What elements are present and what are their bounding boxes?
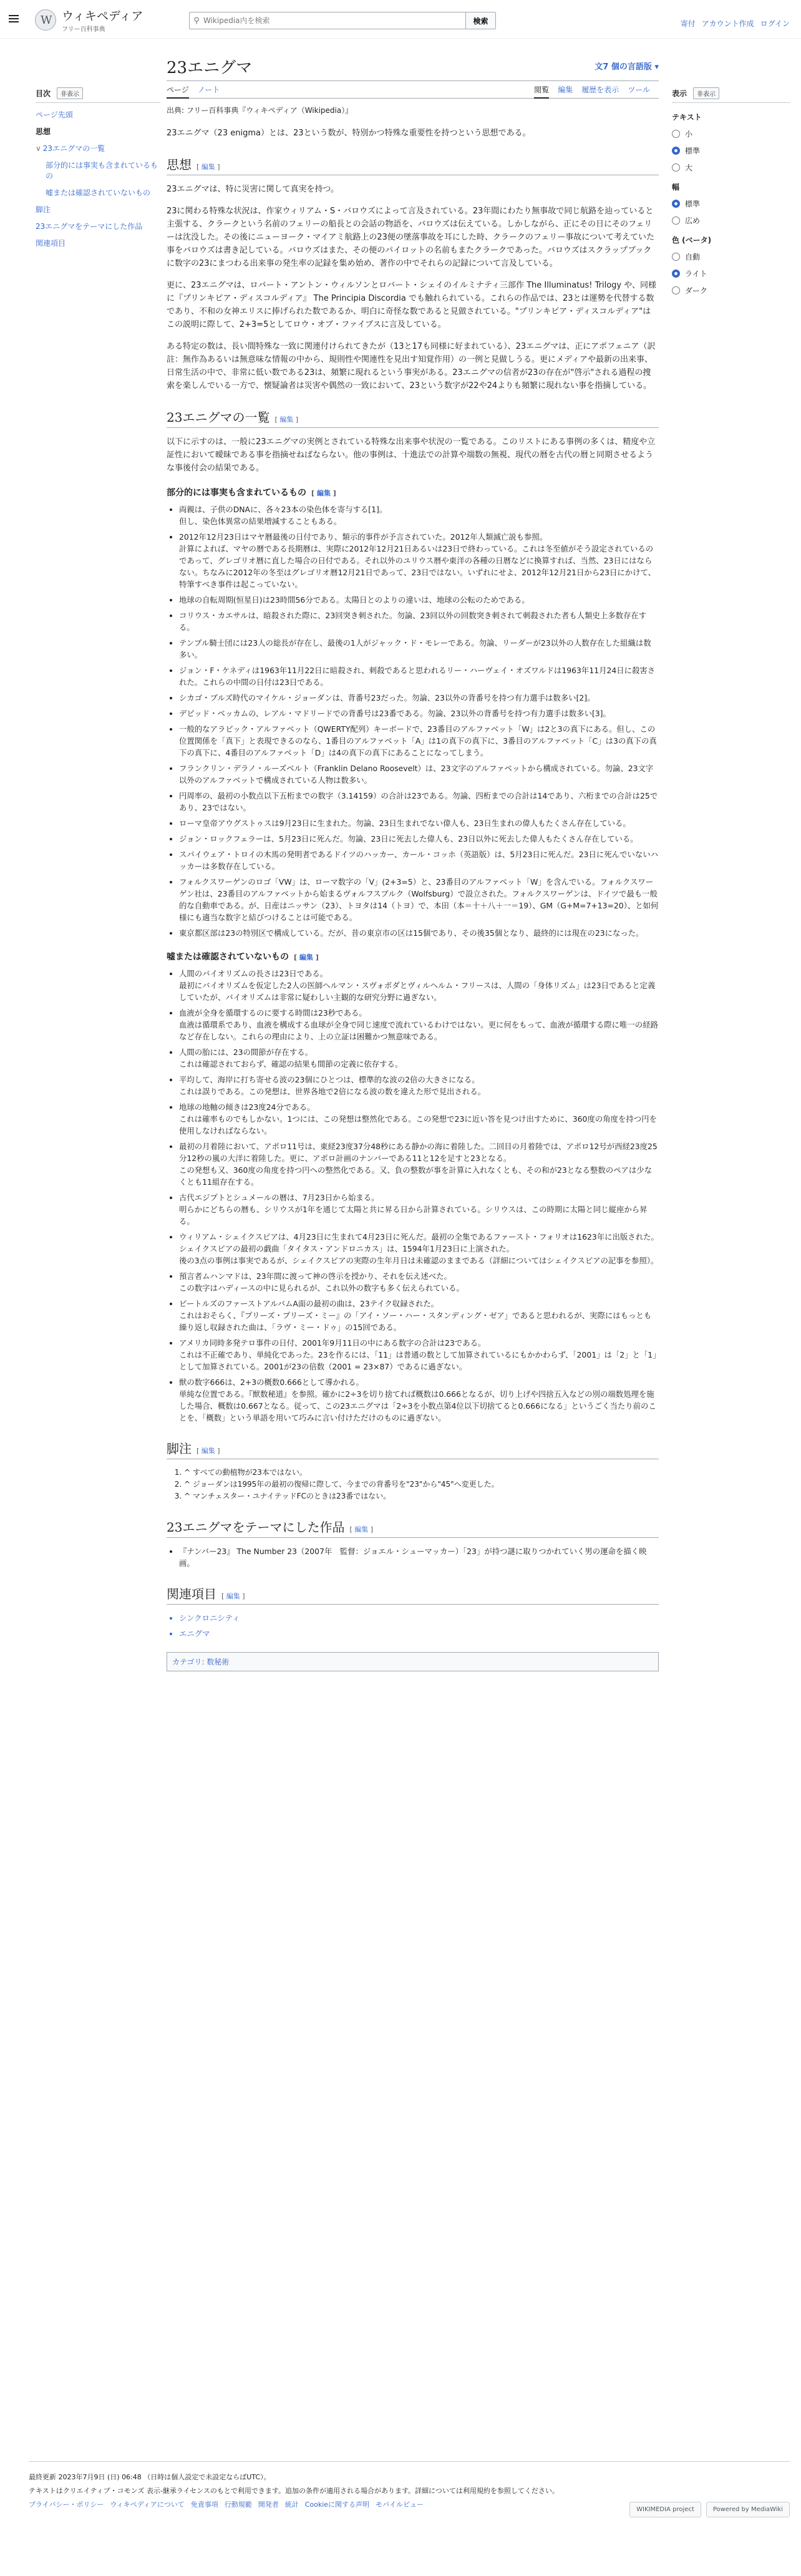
list-item-text: 明らかにどちらの暦も、シリウスが1年を通じて太陽と共に昇る日から計算されている。シリウスは、この時期に太陽と同じ縦座から昇る。 bbox=[179, 1205, 648, 1226]
appearance-heading: 表示 bbox=[672, 89, 687, 98]
note-item: 3. ^ マンチェスター・ユナイテッドFCのときは23番ではない。 bbox=[184, 1490, 659, 1502]
toc-list bbox=[36, 109, 160, 248]
list-item bbox=[179, 848, 659, 872]
list-item-text: • 血液が全身を循環するのに要する時間は23秒である。 bbox=[179, 1008, 367, 1018]
footer-link[interactable]: 統計 bbox=[284, 2501, 299, 2509]
site-header bbox=[0, 0, 801, 39]
list-item bbox=[179, 1101, 659, 1137]
appearance-hide-button[interactable]: 非表示 bbox=[693, 87, 719, 99]
toc-item: 思想 bbox=[36, 127, 51, 136]
footer-badge[interactable]: WIKIMEDIA project bbox=[629, 2502, 701, 2517]
list-item bbox=[179, 927, 659, 939]
thought-paragraph: 更に、23エニグマは、ロバート・アントン・ウィルソンとロバート・シェイのイルミナティ三部作 The Illuminatus! Trilogy や、同様に『プリンキピア・ディスコルディア』 The Principia Discordia でも触れられている。これらの作品では、23とは運勢を代替する数であり、不和の女神エリスに捧げられた数であるか、明白に奇怪な数であると見做されている。"プリンキピア・ディスコルディア"はこの説明に際して、2+3=5としてロウ・オブ・ファイブスに言及している。 bbox=[167, 281, 656, 329]
last-updated: 最終更新 2023年7月9日 (日) 06:48 （日時は個人設定で未設定ならばUTC）。 bbox=[29, 2473, 271, 2481]
radio-label: 標準 bbox=[685, 200, 701, 208]
list-item-text: • アメリカ同時多発テロ事件の日付、2001年9月11日の中にある数字の合計は23である。 bbox=[179, 1338, 486, 1348]
list-item-text: • 2012年12月23日はマヤ暦最後の日付であり、類示的事件が予言されていた。2012年人類滅亡説も参照。 bbox=[179, 532, 548, 542]
list-item-text: 但し、染色体異常の結果増減することもある。 bbox=[179, 517, 342, 526]
edit-link[interactable]: 編集 bbox=[279, 416, 294, 424]
tab-1[interactable]: ノート bbox=[197, 85, 220, 94]
section-heading-list: 23エニグマの一覧 [ 編集 ] bbox=[167, 407, 659, 428]
license-text: テキストはクリエイティブ・コモンズ 表示-継承ライセンスのもとで利用できます。追加の条件が適用される場合があります。詳細については利用規約を参照してください。 bbox=[29, 2487, 559, 2495]
page-tabs bbox=[167, 81, 659, 99]
list-item-text: 計算によれば、マヤの暦である長期暦は、実際に2012年12月21日あるいは23日で終わっている。これは冬至値がそう設定されているのであって、グレゴリオ暦に直した場合の日付である。それ以外のユリウス暦や東洋の各種の日暦などに換算すれば、当然、23日にはならない。ちなみに2012年の冬至はグレゴリオ暦12月21日であって、23日ではない。いずれにせよ、2012年12月21日から23日にかけて、特筆すべき事件は起こっていない。 bbox=[179, 544, 656, 589]
list-item-text: • 最初の月着陸において、アポロ11号は、東経23度37分48秒にある静かの海に着陸した。二回目の月着陸では、アポロ12号が西経23度25分12秒の嵐の大洋に着陸した。更に、アポロ計画のナンバーである11と12を足すと23となる。 bbox=[179, 1142, 658, 1163]
main-menu-icon[interactable] bbox=[9, 13, 19, 24]
footer-link[interactable]: ウィキペディアについて bbox=[110, 2501, 185, 2509]
article-source: 出典: フリー百科事典『ウィキペディア（Wikipedia）』 bbox=[167, 106, 353, 115]
section-heading-works: 23エニグマをテーマにした作品 [ 編集 ] bbox=[167, 1517, 659, 1538]
list-item-text: • ウィリアム・シェイクスピアは、4月23日に生まれて4月23日に死んだ。最初の全集であるファースト・フォリオは1623年に出版された。シェイクスピアの最初の戯曲「タイタス・アンドロニカス」は、1594年1月23日に上演された。 bbox=[179, 1232, 659, 1253]
list-item bbox=[179, 1337, 659, 1373]
list-item-text: • ローマ皇帝アウグストゥスは9月23日に生まれた。勿論、23日生まれでない偉人も、23日生まれの偉人もたくさん存在している。 bbox=[179, 819, 631, 828]
list-item bbox=[179, 664, 659, 688]
list-item bbox=[179, 1192, 659, 1227]
list-item-text: この発想も又、360度の角度を持つ円への整然化である。又、負の整数が事を計算に入れなくとも、その和が23となる整数のペアは少なくとも11組存在する。 bbox=[179, 1165, 653, 1187]
category-link[interactable]: カテゴリ: 数秘術 bbox=[172, 1658, 230, 1666]
action-tab-1[interactable]: 編集 bbox=[558, 85, 573, 94]
radio-button[interactable] bbox=[672, 253, 680, 261]
thought-section bbox=[167, 183, 659, 392]
page-title: 23エニグマ 文7 個の言語版 ▾ bbox=[167, 55, 659, 81]
user-link[interactable]: ログイン bbox=[760, 19, 790, 28]
list-item bbox=[179, 1140, 659, 1188]
notes-list bbox=[184, 1467, 659, 1502]
edit-link[interactable]: 編集 bbox=[201, 1447, 215, 1455]
section-heading-partial: 部分的には事実も含まれているもの [ 編集 ] bbox=[167, 488, 336, 498]
radio-button[interactable] bbox=[672, 147, 680, 155]
radio-label: 広め bbox=[685, 216, 701, 225]
list-item bbox=[179, 1074, 659, 1097]
text-size-heading: テキスト bbox=[672, 113, 702, 122]
list-item-text: • 一般的なアラビック・アルファベット（QWERTY配列）キーボードで、23番目のアルファベット「W」は2と3の真下にある。但し、この位置関係を「真下」と表現できるのなら、1番目のアルファベット「A」は1の真下の真下に、3番目のアルファベット「C」は3の真下の真下の真下に、4番目のアルファベット「D」は4の真下の真下にあることになってしまう。 bbox=[179, 724, 657, 757]
list-item bbox=[179, 1046, 659, 1070]
section-heading-related: 関連項目 [ 編集 ] bbox=[167, 1584, 659, 1605]
radio-label: 標準 bbox=[685, 147, 701, 155]
list-item-text: • スパイウェア・トロイの木馬の発明者であるドイツのハッカー、カール・コッホ（英語版）は、5月23日に死んだ。23日に死んでいないハッカーは多数存在している。 bbox=[179, 850, 658, 871]
radio-button[interactable] bbox=[672, 200, 680, 208]
radio-button[interactable] bbox=[672, 130, 680, 138]
list-item bbox=[179, 594, 659, 606]
radio-button[interactable] bbox=[672, 286, 680, 294]
user-link[interactable]: 寄付 bbox=[680, 19, 696, 28]
list-item-text: 後の3点の事例は事実であるが、シェイクスピアの実際の生年月日は未確認のままである（詳細についてはシェイクスピアの記事を参照）。 bbox=[179, 1256, 659, 1265]
list-item-text: • 地球の自転周期(恒星日)は23時間56分である。太陽日とのよりの違いは、地球の公転のためである。 bbox=[179, 595, 530, 605]
list-item-text: • デビッド・ベッカムの、レアル・マドリードでの背番号は23番である。勿論、23以外の背番号を持つ有力選手は数多い[3]。 bbox=[179, 709, 611, 718]
radio-button[interactable] bbox=[672, 163, 680, 172]
list-item-text: 最初にバイオリズムを仮定した2人の医師ヘルマン・スヴォボダとヴィルヘルム・フリースは、人間の「身体リズム」は23日であると定義していたが、バイオリズムは非常に疑わしい主観的な研究分野に過ぎない。 bbox=[179, 981, 656, 1002]
radio-label: 大 bbox=[685, 163, 693, 172]
edit-link[interactable]: 編集 bbox=[201, 163, 215, 171]
related-link[interactable]: • エニグマ bbox=[179, 1628, 659, 1640]
list-item bbox=[179, 707, 659, 719]
unverified-list bbox=[179, 968, 659, 1424]
action-tab-0[interactable]: 閲覧 bbox=[534, 85, 549, 99]
toc-heading: 目次 bbox=[36, 89, 51, 98]
table-of-contents bbox=[36, 87, 160, 255]
radio-color[interactable] bbox=[672, 268, 790, 279]
color-options bbox=[672, 251, 790, 296]
search-box bbox=[189, 12, 496, 29]
list-item-text: • 人間のバイオリズムの長さは23日である。 bbox=[179, 969, 328, 978]
radio-label: 小 bbox=[685, 130, 693, 139]
list-item bbox=[179, 531, 659, 590]
logo-title: ウィキペディア bbox=[62, 9, 143, 23]
action-tab-3[interactable]: ツール bbox=[628, 85, 650, 94]
list-item-text: これは誤りである。この発想は、世界各地で2倍になる波の数を違えた形で見出される。 bbox=[179, 1087, 486, 1096]
list-item bbox=[179, 723, 659, 759]
search-input[interactable] bbox=[203, 13, 465, 28]
related-link[interactable]: • シンクロニシティ bbox=[179, 1612, 659, 1624]
list-item bbox=[179, 692, 659, 704]
radio-text[interactable] bbox=[672, 162, 790, 173]
caret-icon[interactable]: ∨ bbox=[36, 144, 41, 153]
list-item-text: この数字はハディースの中に見られるが、これ以外の数字も多く伝えられている。 bbox=[179, 1283, 464, 1293]
list-item-text: • 東京都区部は23の特別区で構成している。だが、昔の東京市の区は15個であり、その後35個となり、最終的には現在の23になった。 bbox=[179, 928, 644, 938]
footer-link[interactable]: Cookieに関する声明 bbox=[304, 2501, 370, 2509]
footer-badges bbox=[624, 2502, 790, 2517]
works-item: • 『ナンバー23』 The Number 23（2007年 監督：ジョエル・シューマッカー）「23」が持つ謎に取りつかれていく男の運命を描く映画。 bbox=[179, 1545, 659, 1569]
appearance-panel bbox=[672, 87, 790, 302]
radio-label: ダーク bbox=[685, 286, 708, 295]
list-item bbox=[179, 1298, 659, 1333]
list-item bbox=[179, 762, 659, 786]
radio-color[interactable] bbox=[672, 251, 790, 262]
list-item-text: • ジョン・ロックフェラーは、5月23日に死んだ。勿論、23日に死去した偉人も、23日以外に死去した偉人もたくさん存在している。 bbox=[179, 834, 638, 843]
toc-item-label: 23エニグマの一覧 bbox=[42, 144, 105, 153]
list-item-text: • フォルクスワーゲンのロゴ「VW」は、ローマ数字の「V」(2+3=5）と、23番目のアルファベット「W」を含んでいる。フォルクスワーゲン社は、23番目のアルファベットから始まるヴォルフスブルク（Wolfsburg）で設立された。フォルクスワーゲンは、ドイツで最も一般的な自動車である。が、日産はニッサン（23）、トヨタは14（トヨ）で、本田（本＝十＋八＋一＝19）、GM（G+M=7+13=20）、と如何様にも適当な数字と結びつけることは可能である。 bbox=[179, 877, 659, 922]
tab-0[interactable]: ページ bbox=[167, 85, 189, 99]
article bbox=[167, 55, 659, 1671]
list-item-text: • 人間の胎には、23の間節が存在する。 bbox=[179, 1047, 313, 1057]
footer-link[interactable]: 免責事項 bbox=[190, 2501, 218, 2509]
section-heading-thought: 思想 [ 編集 ] bbox=[167, 155, 659, 175]
radio-label: 自動 bbox=[685, 253, 701, 261]
footer-badge[interactable]: Powered by MediaWiki bbox=[706, 2502, 790, 2517]
footer bbox=[29, 2461, 790, 2513]
list-item-text: これは確認されておらず、確認の結果も間節の定義に依存する。 bbox=[179, 1059, 403, 1069]
language-button[interactable]: 文7 個の言語版 ▾ bbox=[595, 62, 659, 72]
list-item-text: • フランクリン・デラノ・ルーズベルト（Franklin Delano Roosevelt）は、23文字のアルファベットから構成されている。勿論、23文字以外のアルファベットで構成されている人物は数多い。 bbox=[179, 764, 654, 785]
list-item bbox=[179, 637, 659, 661]
toc-item[interactable]: 脚注 bbox=[36, 205, 51, 214]
site-logo[interactable] bbox=[35, 7, 143, 33]
edit-link[interactable]: 編集 bbox=[354, 1525, 369, 1533]
list-item bbox=[179, 876, 659, 923]
footer-link[interactable]: モバイルビュー bbox=[376, 2501, 424, 2509]
list-item-text: これは不正確であり、単純化であった。23を作るには、「11」は普通の数として加算されているにもかかわらず、「2001」は「2」と「1」として加算されている。2001が23の倍数（2001 = 23×87）であるに過ぎない。 bbox=[179, 1350, 657, 1371]
radio-width[interactable] bbox=[672, 198, 790, 209]
list-item bbox=[179, 817, 659, 829]
list-item-text: これはおそらく、『プリーズ・プリーズ・ミー』の「アイ・ソー・ハー・スタンディング・ゼア」であると思われるが、実際にはもっとも繰り返し収録された曲は、「ラヴ・ミー・ドゥ」の15回である。 bbox=[179, 1311, 652, 1332]
list-item-text: • ビートルズのファーストアルバムA面の最初の曲は、23テイク収録された。 bbox=[179, 1299, 439, 1308]
related-list bbox=[179, 1612, 659, 1640]
radio-color[interactable] bbox=[672, 285, 790, 296]
list-item bbox=[179, 1007, 659, 1043]
list-item bbox=[179, 503, 659, 527]
toc-item[interactable]: 嘘または確認されていないもの bbox=[46, 188, 151, 197]
list-item-text: • 両親は、子供のDNAに、各々23本の染色体を寄与する[1]。 bbox=[179, 505, 387, 514]
list-item-text: • 預言者ムハンマドは、23年間に渡って神の啓示を授かり、それを伝え述べた。 bbox=[179, 1271, 452, 1281]
logo-subtitle: フリー百科事典 bbox=[62, 26, 105, 33]
section-heading-unverified: 嘘または確認されていないもの [ 編集 ] bbox=[167, 952, 319, 962]
search-icon: ⚲ bbox=[193, 16, 200, 26]
list-item-text: これは確率ものでもしかない。1つには、この発想は整然化である。この発想で23に近い答を見つけ出すために、360度の角度を持つ円を使用しなければならない。 bbox=[179, 1114, 657, 1135]
thought-paragraph: 23に関わる特殊な状況は、作家ウィリアム・S・バロウズによって言及されている。23年間にわたり無事故で同じ航路を辿っていると主張する、クラークという名前のフェリーの船長との会話の物語を、バロウズは伝えている。しかしながら、正にその日にそのフェリーは沈没した。その後にニューヨーク・マイアミ航路上の23便の墜落事故を耳にした時、クラークのフェリー事故について考えていた事をバロウズは書き記している。バロウズはまた、その便のパイロットの名前もまたクラークであった。バロウズはスクラップブックに数字の23にまつわる出来事の発生率の記録を集め始め、著作の中でそれらの記録について言及している。 bbox=[167, 207, 654, 268]
user-link[interactable]: アカウント作成 bbox=[701, 19, 754, 28]
list-item bbox=[179, 1376, 659, 1424]
width-options bbox=[672, 198, 790, 226]
list-item bbox=[179, 968, 659, 1003]
list-item-text: • ジョン・F・ケネディは1963年11月22日に暗殺され、刺殺であると思われるリー・ハーヴェイ・オズワルドは1963年11月24日に殺害された。これらの中間の日付は23日である。 bbox=[179, 666, 656, 687]
toc-item[interactable]: ページ先頭 bbox=[36, 110, 73, 119]
edit-link[interactable]: 編集 bbox=[299, 953, 313, 961]
note-item: 1. ^ すべての動植物が23本ではない。 bbox=[184, 1467, 659, 1479]
toc-item[interactable]: 関連項目 bbox=[36, 239, 66, 248]
list-item-text: • 地球の地軸の傾きは23度24分である。 bbox=[179, 1102, 315, 1112]
list-item bbox=[179, 610, 659, 633]
action-tab-2[interactable]: 履歴を表示 bbox=[581, 85, 619, 94]
toc-item[interactable]: 部分的には事実も含まれているもの bbox=[46, 161, 158, 180]
user-links bbox=[674, 18, 790, 29]
radio-text[interactable] bbox=[672, 145, 790, 156]
partial-facts-list bbox=[179, 503, 659, 939]
wikipedia-globe-icon bbox=[35, 9, 56, 31]
list-item-text: 血液は循環系であり、血液を構成する血球が全身で同じ速度で流れているわけではない。更に何をもって、血液が循環する際に唯一の経路など存在しない。これらの理由により、上の立証は困難かつ無意味である。 bbox=[179, 1020, 658, 1041]
section-heading-notes: 脚注 [ 編集 ] bbox=[167, 1439, 659, 1459]
list-item bbox=[179, 833, 659, 845]
list-item-text: • 古代エジプトとシュメールの暦は、7月23日から始まる。 bbox=[179, 1193, 379, 1202]
radio-button[interactable] bbox=[672, 216, 680, 225]
footer-link[interactable]: 行動規範 bbox=[224, 2501, 252, 2509]
thought-paragraph: ある特定の数は、長い間特殊な一致に関連付けられてきたが（13と17も同様に好まれている）、23エニグマは、正にアポフェニア（訳註：無作為あるいは無意味な情報の中から、規則性や関連性を見出す知覚作用）の一例と見做しうる。更にメディアや最新の出来事、日常生活の中で、非常に低い数である23は、頻繁に現れるという事実がある。23エニグマの信者が23の存在が"啓示"される過程の捜索を楽しんでいる一方で、懐疑論者は災害や偶然の一致において、23という数字が22や24よりも頻繁に現れない事を指摘している。 bbox=[167, 342, 656, 391]
radio-text[interactable] bbox=[672, 129, 790, 139]
toc-item[interactable]: 23エニグマをテーマにした作品 bbox=[36, 222, 143, 231]
toc-hide-button[interactable]: 非表示 bbox=[57, 87, 83, 99]
edit-link[interactable]: 編集 bbox=[316, 489, 331, 497]
lead-paragraph: 23エニグマ（23 enigma）とは、23という数が、特別かつ特殊な重要性を持つという思想である。 bbox=[167, 129, 531, 138]
footer-link[interactable]: プライバシー・ポリシー bbox=[29, 2501, 104, 2509]
list-item bbox=[179, 1231, 659, 1266]
list-item-text: • テンプル騎士団には23人の総長が存在し、最後の1人がジャック・ド・モレーである。勿論、リーダーが23以外の人数存在した組織は数多い。 bbox=[179, 638, 651, 659]
list-item-text: • 獣の数字666は、2+3の概数0.666として導かれる。 bbox=[179, 1378, 364, 1387]
search-button[interactable]: 検索 bbox=[465, 12, 495, 29]
list-item bbox=[179, 1270, 659, 1294]
text-size-options bbox=[672, 129, 790, 173]
thought-paragraph: 23エニグマは、特に災害に関して真実を持つ。 bbox=[167, 185, 339, 194]
radio-width[interactable] bbox=[672, 215, 790, 226]
width-heading: 幅 bbox=[672, 183, 680, 192]
list-item bbox=[179, 790, 659, 814]
list-item-text: • 平均して、海岸に打ち寄せる波の23個にひとつは、標準的な波の2倍の大きさになる。 bbox=[179, 1075, 480, 1084]
color-heading: 色 (ベータ) bbox=[672, 236, 712, 245]
list-item-text: • 円周率の、最初の小数点以下五桁までの数字（3.14159）の合計は23である。勿論、四桁までの合計は14であり、六桁までの合計は25であり、23ではない。 bbox=[179, 791, 658, 812]
list-item-text: • シカゴ・ブルズ時代のマイケル・ジョーダンは、背番号23だった。勿論、23以外の背番号を持つ有力選手は数多い[2]。 bbox=[179, 693, 595, 702]
list-item-text: 単純な位置である。『獣数秘道』を参照。確かに2÷3を切り捨てれば概数は0.666となるが、切り上げや四捨五入などの別の端数処理を施した場合、概数は0.667となる。従って、この23エニグマは「2÷3を小数点第4位以下切捨てると0.666になる」というごく当たり前のことを、「概数」という単語を用いて巧みに言い付けただけのものに過ぎない。 bbox=[179, 1389, 656, 1422]
toc-item[interactable] bbox=[36, 143, 160, 153]
edit-link[interactable]: 編集 bbox=[226, 1592, 240, 1600]
footer-link[interactable]: 開発者 bbox=[258, 2501, 279, 2509]
radio-label: ライト bbox=[685, 270, 707, 278]
note-item: 2. ^ ジョーダンは1995年の最初の復帰に際して、今までの背番号を"23"から"45"へ変更した。 bbox=[184, 1479, 659, 1490]
radio-button[interactable] bbox=[672, 270, 680, 278]
category-box bbox=[167, 1652, 659, 1671]
list-item-text: • コリウス・カエサルは、暗殺された際に、23回突き刺された。勿論、23回以外の回数突き刺されて刺殺された者も人類史上多数存在する。 bbox=[179, 611, 647, 632]
list-intro: 以下に示すのは、一般に23エニグマの実例とされている特殊な出来事や状況の一覧である。このリストにある事例の多くは、精度や立証性において曖昧である事を指摘せねばならない。他の事例は、十進法での計算や端数の無視、現代の暦を古代の暦と同期させるような事後付会の結果である。 bbox=[167, 437, 656, 473]
